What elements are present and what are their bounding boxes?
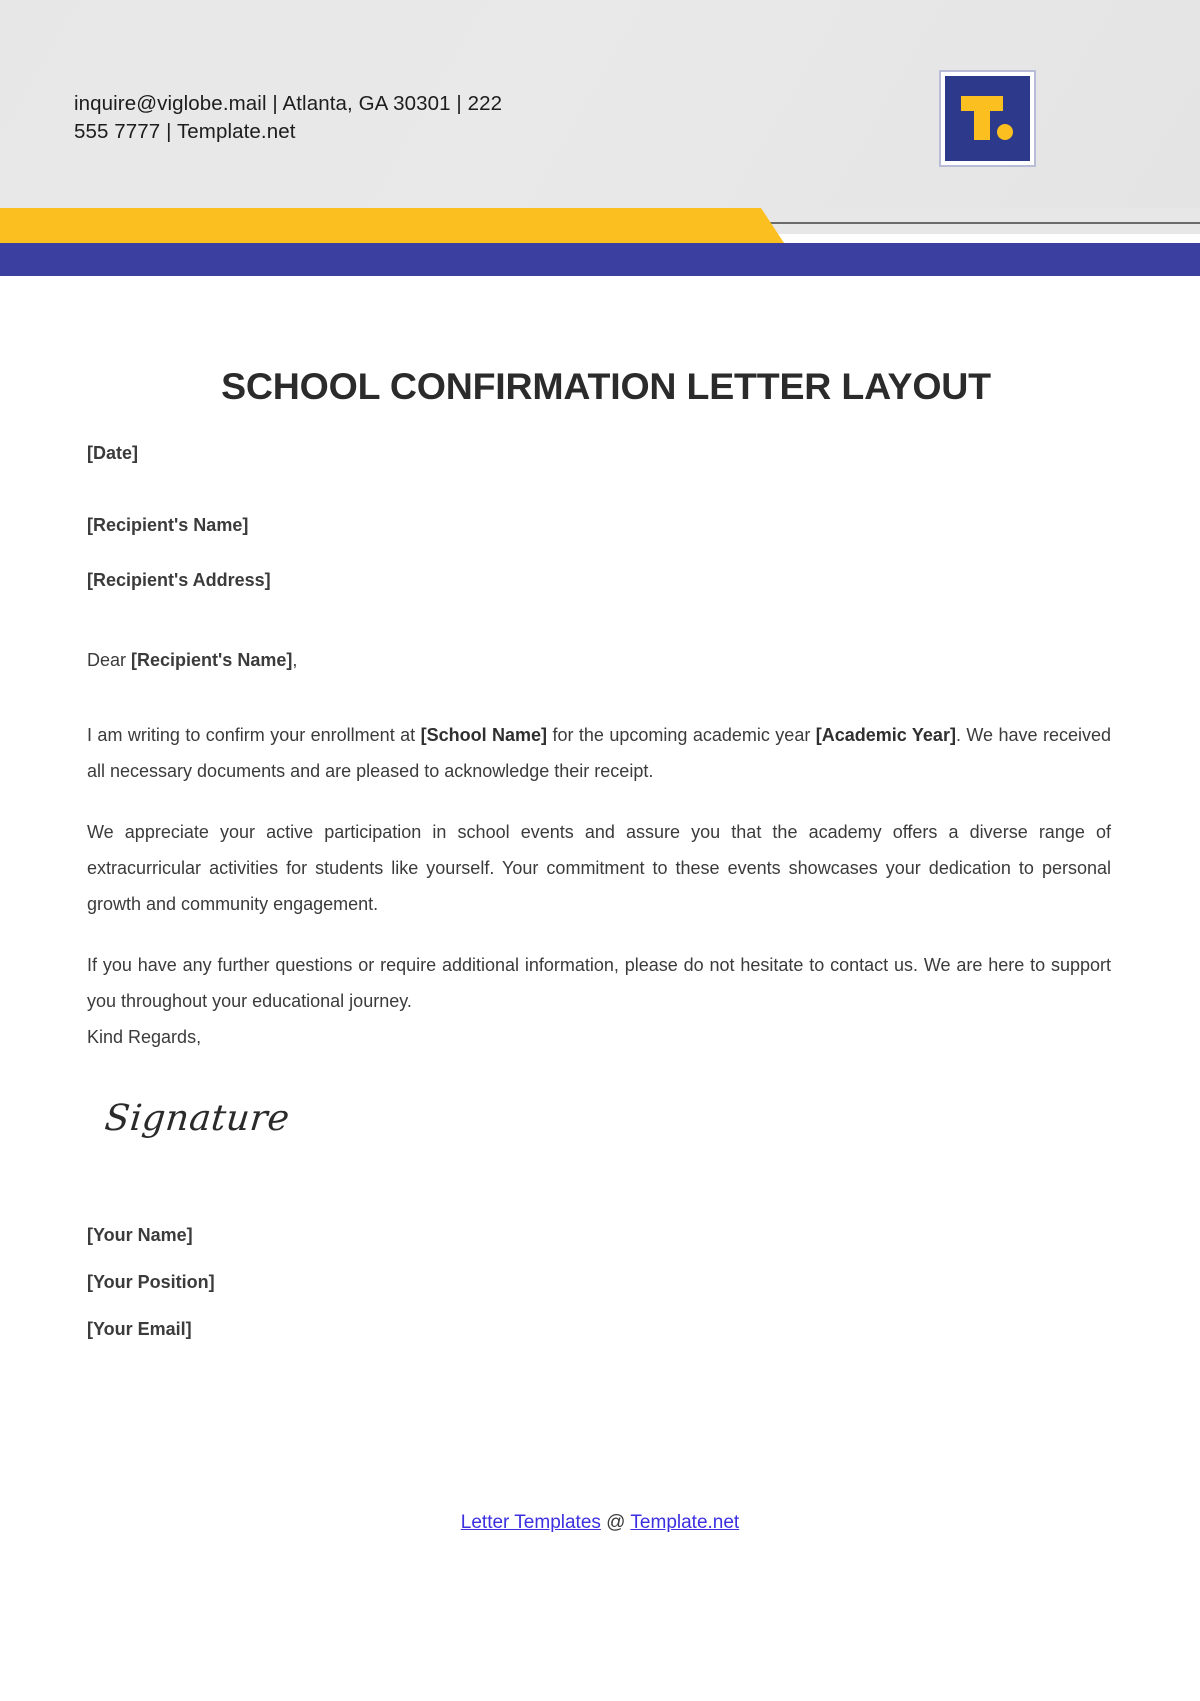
your-name-placeholder: [Your Name]: [87, 1225, 193, 1246]
header-contact-info: [74, 90, 594, 146]
paragraph-1-part-3: . We have received all necessary documents and are pleased to acknowledge their receipt.: [87, 725, 1111, 781]
date-placeholder: [Date]: [87, 443, 139, 463]
closing-line: Kind Regards,: [87, 1027, 202, 1047]
footer-separator: @: [600, 1512, 631, 1533]
signer-fields: [87, 1220, 1111, 1344]
logo-mark-icon: [957, 90, 1019, 148]
your-position-placeholder: [Your Position]: [87, 1272, 215, 1293]
logo-dot-icon: [997, 124, 1013, 140]
header-thin-rule: [756, 222, 1200, 224]
paragraph-3: If you have any further questions or require additional information, please do not hesitate to contact us. We are here to support you throughout your educational journey.: [87, 955, 1111, 1011]
signature-block: [87, 1097, 1111, 1140]
template-logo: [941, 72, 1034, 165]
letter-header: [0, 0, 1200, 208]
contact-line-1: inquire@viglobe.mail | Atlanta, GA 30301 | 222: [74, 92, 503, 115]
salutation: [87, 645, 1111, 675]
paragraph-1-part-2: for the upcoming academic year: [547, 725, 816, 745]
school-name-placeholder: [School Name]: [420, 725, 548, 745]
footer-link-letter-templates[interactable]: Letter Templates: [460, 1512, 601, 1533]
contact-line-2: 555 7777 | Template.net: [74, 120, 296, 143]
letter-body: [0, 365, 1200, 1344]
spacer-after-signature: [87, 1140, 1111, 1220]
signature-script: Signature: [102, 1098, 292, 1139]
recipient-name-placeholder: [Recipient's Name]: [87, 515, 249, 535]
your-email-placeholder: [Your Email]: [87, 1319, 192, 1340]
spacer-before-salutation: [87, 595, 1111, 645]
logo-t-stem-icon: [974, 96, 990, 140]
spacer-before-signature: [87, 1055, 1111, 1097]
salutation-suffix: ,: [292, 650, 298, 670]
paragraph-2: We appreciate your active participation in school events and assure you that the academy offers a diverse range of extracurricular activities for students like yourself. Your commitment to these events showcases your dedication to personal growth and community engagement.: [87, 822, 1111, 914]
spacer-before-paragraph-2: [87, 789, 1111, 814]
blue-accent-bar: [0, 243, 1200, 276]
footer-link-template-net[interactable]: Template.net: [630, 1512, 740, 1533]
paragraph-1: [87, 717, 1111, 789]
header-accent-bands: [0, 208, 1200, 268]
spacer-before-paragraph-1: [87, 675, 1111, 717]
spacer-before-paragraph-3: [87, 922, 1111, 947]
academic-year-placeholder: [Academic Year]: [815, 725, 956, 745]
spacer-between-recipient-lines: [87, 540, 1111, 565]
spacer-after-date: [87, 468, 1111, 510]
salutation-prefix: Dear: [87, 650, 132, 670]
salutation-recipient-name: [Recipient's Name]: [131, 650, 293, 670]
page-title: SCHOOL CONFIRMATION LETTER LAYOUT: [221, 365, 991, 407]
recipient-address-placeholder: [Recipient's Address]: [87, 570, 271, 590]
paragraph-1-part-1: I am writing to confirm your enrollment at: [87, 725, 421, 745]
footer-attribution: [0, 1512, 1200, 1534]
